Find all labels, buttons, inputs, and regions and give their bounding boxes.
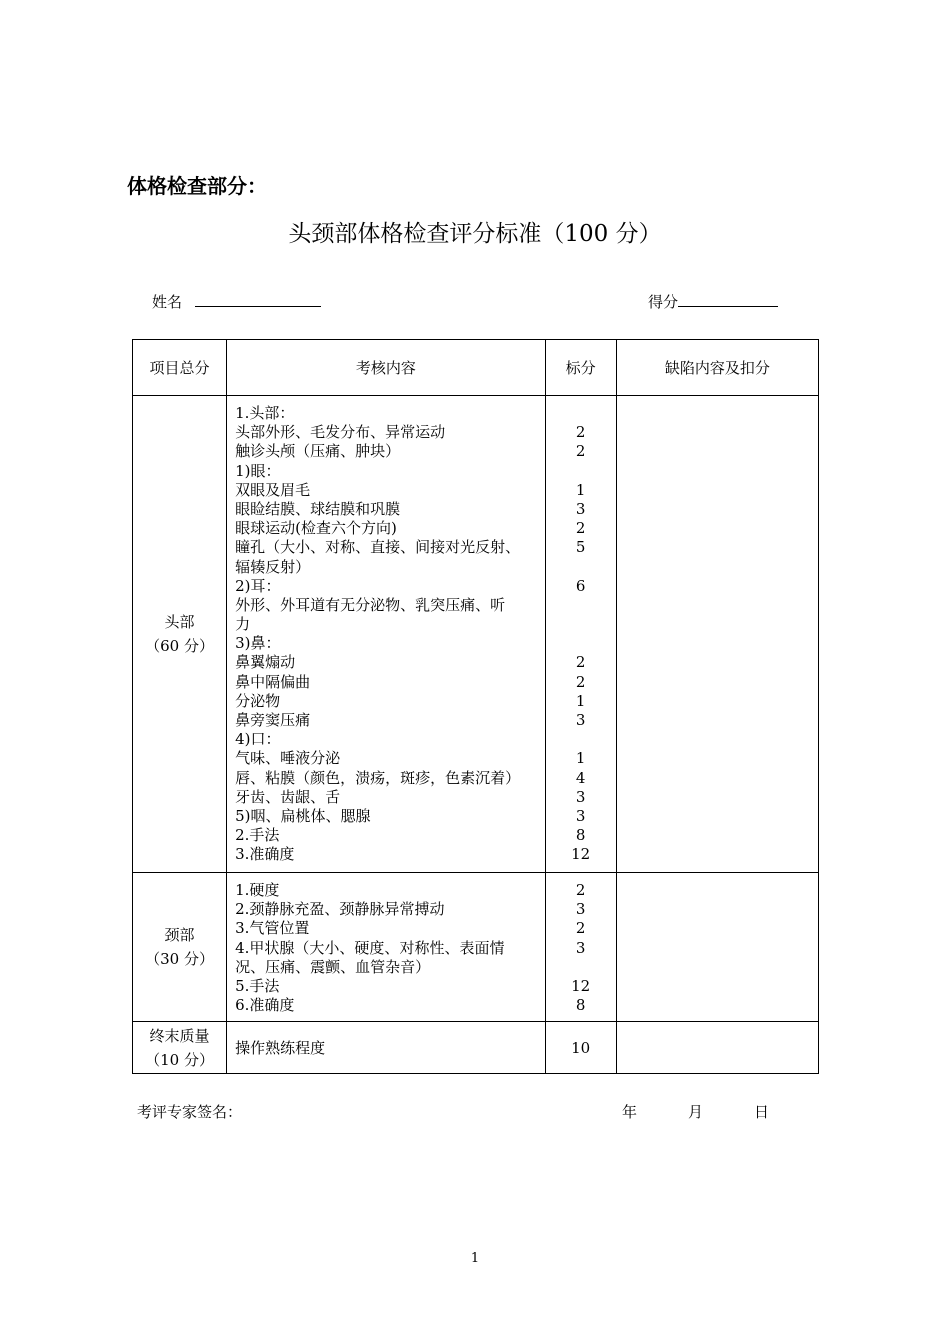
points-value: 3 bbox=[575, 711, 586, 729]
points-value bbox=[546, 958, 616, 977]
deduction-cell-head[interactable] bbox=[616, 396, 818, 873]
table-row-head bbox=[133, 396, 819, 873]
content-line: 牙齿、齿龈、舌 bbox=[235, 787, 341, 806]
name-label: 姓名 bbox=[152, 293, 183, 311]
content-line: 况、压痛、震颤、血管杂音） bbox=[235, 957, 431, 976]
content-line: 眼睑结膜、球结膜和巩膜 bbox=[235, 499, 401, 518]
points-value: 1 bbox=[575, 480, 586, 499]
category-cell-final bbox=[133, 1022, 227, 1074]
points-value bbox=[546, 730, 616, 749]
category-cell-neck bbox=[133, 873, 227, 1022]
points-value: 2 bbox=[575, 881, 586, 899]
points-value: 3 bbox=[575, 499, 586, 518]
content-cell-final: 操作熟练程度 bbox=[227, 1022, 545, 1074]
content-line: 2.颈静脉充盈、颈静脉异常搏动 bbox=[235, 900, 445, 919]
section-heading: 体格检查部分： bbox=[127, 174, 267, 198]
content-line: 5)咽、扁桃体、腮腺 bbox=[235, 806, 371, 825]
points-value: 1 bbox=[575, 749, 586, 768]
points-value: 1 bbox=[575, 691, 586, 710]
category-points: （30 分） bbox=[145, 950, 214, 969]
table-row-final bbox=[133, 1022, 819, 1074]
content-line: 1)眼： bbox=[235, 461, 281, 480]
points-value: 12 bbox=[571, 845, 591, 864]
points-value: 2 bbox=[575, 672, 586, 691]
points-cell-neck bbox=[545, 873, 616, 1022]
score-label: 得分 bbox=[648, 293, 679, 311]
grading-table bbox=[132, 339, 819, 1074]
content-line: 3.气管位置 bbox=[235, 919, 310, 938]
content-line: 鼻旁窦压痛 bbox=[235, 711, 311, 729]
category-points: （10 分） bbox=[145, 1050, 214, 1069]
category-points: （60 分） bbox=[145, 637, 214, 655]
points-value: 5 bbox=[575, 538, 586, 557]
content-line: 鼻中隔偏曲 bbox=[235, 672, 311, 691]
name-field bbox=[152, 290, 321, 314]
content-line: 3.准确度 bbox=[235, 845, 295, 864]
category-cell-head bbox=[133, 396, 227, 873]
content-line: 辐辏反射） bbox=[235, 557, 311, 576]
date-month-label: 月 bbox=[688, 1103, 704, 1121]
content-line: 外形、外耳道有无分泌物、乳突压痛、听 bbox=[235, 595, 506, 614]
points-value: 2 bbox=[575, 423, 586, 442]
name-blank-line[interactable] bbox=[195, 290, 321, 307]
points-value bbox=[546, 558, 616, 577]
header-points: 标分 bbox=[545, 340, 616, 396]
header-deductions: 缺陷内容及扣分 bbox=[616, 340, 818, 396]
deduction-cell-final[interactable] bbox=[616, 1022, 818, 1074]
points-value: 6 bbox=[575, 576, 586, 595]
table-header-row bbox=[133, 340, 819, 396]
content-line: 4.甲状腺（大小、硬度、对称性、表面情 bbox=[235, 938, 505, 957]
points-value: 12 bbox=[571, 976, 591, 995]
content-cell-head bbox=[227, 396, 545, 873]
page-number: 1 bbox=[470, 1251, 480, 1266]
document-title: 头颈部体格检查评分标准（100 分） bbox=[288, 221, 662, 247]
date-field bbox=[622, 1100, 769, 1124]
content-line: 瞳孔（大小、对称、直接、间接对光反射、 bbox=[235, 538, 521, 557]
points-value bbox=[546, 596, 616, 615]
points-cell-final: 10 bbox=[545, 1022, 616, 1074]
examiner-signature-label: 考评专家签名： bbox=[137, 1103, 243, 1121]
content-cell-neck bbox=[227, 873, 545, 1022]
points-value: 2 bbox=[575, 442, 586, 461]
content-line: 头部外形、毛发分布、异常运动 bbox=[235, 423, 446, 442]
points-value: 3 bbox=[575, 938, 586, 957]
score-blank-line[interactable] bbox=[678, 290, 778, 307]
deduction-cell-neck[interactable] bbox=[616, 873, 818, 1022]
points-value bbox=[546, 634, 616, 653]
points-value: 4 bbox=[575, 768, 586, 787]
points-value: 3 bbox=[575, 806, 586, 825]
content-line: 唇、粘膜（颜色，溃疡，斑疹，色素沉着） bbox=[235, 768, 521, 787]
table-row-neck bbox=[133, 873, 819, 1022]
content-line: 眼球运动(检查六个方向) bbox=[235, 519, 397, 538]
content-line: 6.准确度 bbox=[235, 996, 295, 1015]
content-line: 力 bbox=[235, 615, 251, 634]
content-line: 双眼及眉毛 bbox=[235, 480, 311, 499]
header-total: 项目总分 bbox=[133, 340, 227, 396]
content-line: 分泌物 bbox=[235, 691, 281, 710]
points-value: 2 bbox=[575, 519, 586, 538]
category-name: 终末质量 bbox=[149, 1026, 210, 1045]
content-line: 触诊头颅（压痛、肿块） bbox=[235, 442, 401, 461]
points-value bbox=[546, 462, 616, 481]
content-line: 1.硬度 bbox=[235, 881, 280, 899]
score-field bbox=[648, 290, 778, 314]
content-line: 4)口： bbox=[235, 730, 281, 749]
category-name: 头部 bbox=[164, 613, 195, 631]
points-value: 8 bbox=[575, 826, 586, 845]
header-content: 考核内容 bbox=[227, 340, 545, 396]
date-day-label: 日 bbox=[754, 1103, 770, 1121]
points-value: 3 bbox=[575, 787, 586, 806]
content-line: 鼻翼煽动 bbox=[235, 653, 296, 672]
content-line: 气味、唾液分泌 bbox=[235, 749, 341, 768]
points-cell-head bbox=[545, 396, 616, 873]
points-value: 2 bbox=[575, 653, 586, 672]
category-name: 颈部 bbox=[164, 926, 195, 945]
points-value bbox=[546, 615, 616, 634]
content-line: 2)耳： bbox=[235, 576, 281, 595]
content-line: 2.手法 bbox=[235, 826, 280, 845]
date-year-label: 年 bbox=[622, 1103, 638, 1121]
points-value: 8 bbox=[575, 996, 586, 1015]
content-line: 1.头部： bbox=[235, 404, 295, 422]
content-line: 5.手法 bbox=[235, 976, 280, 995]
points-value bbox=[546, 404, 616, 423]
content-line: 3)鼻： bbox=[235, 634, 281, 653]
points-value: 3 bbox=[575, 900, 586, 919]
points-value: 2 bbox=[575, 919, 586, 938]
